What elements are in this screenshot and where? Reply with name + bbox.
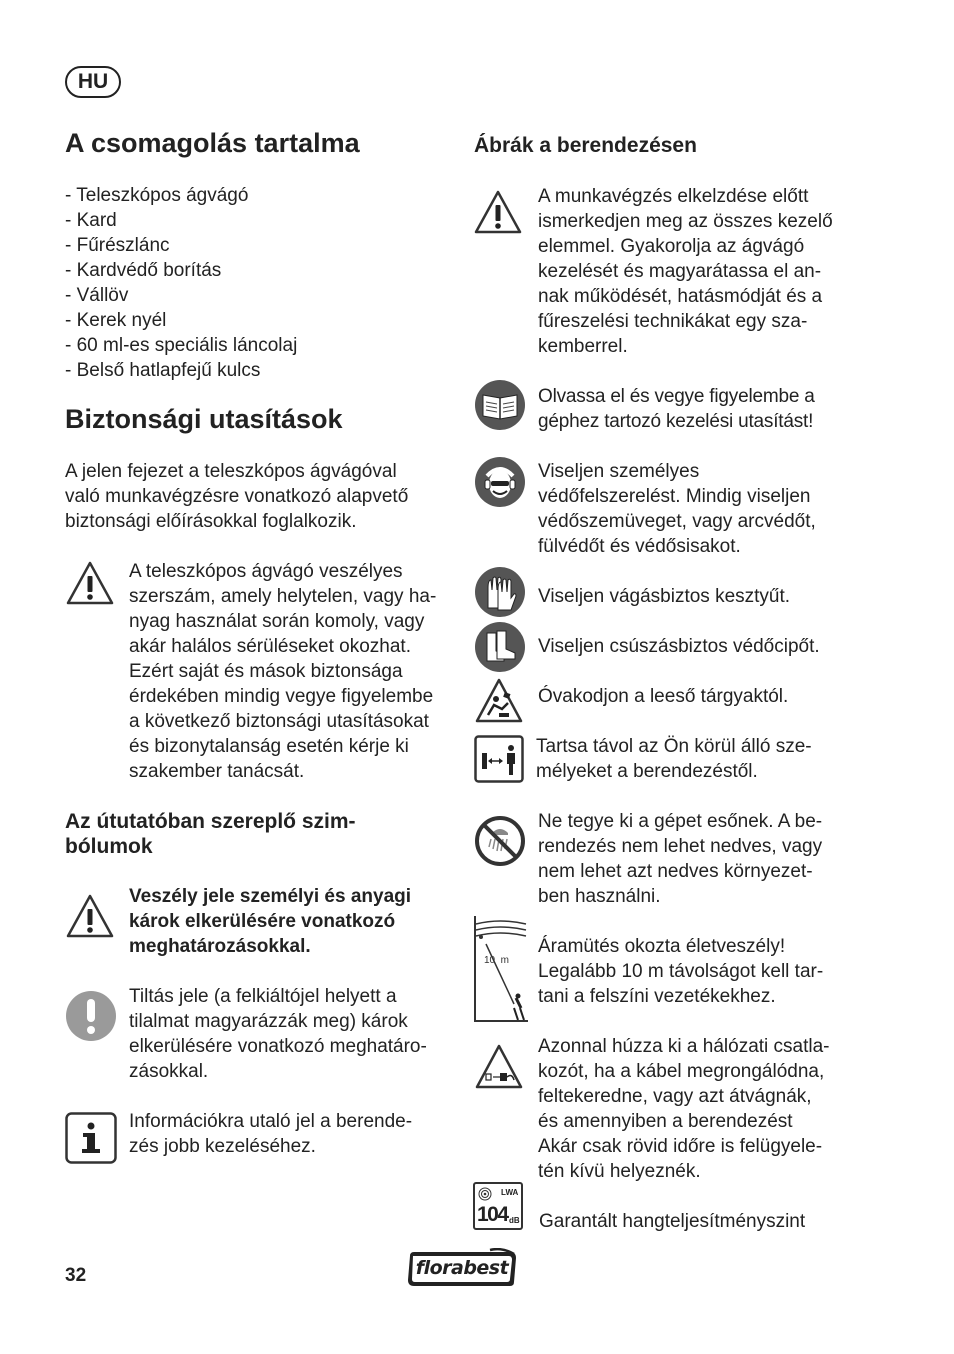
instruction-item [538, 1034, 830, 1184]
heading-line: Az útutatóban szereplő szim- [65, 810, 356, 833]
text-line: Viseljen személyes [538, 461, 700, 482]
text-line: érdekében mindig vegye figyelembe [129, 686, 434, 707]
text-line: meghatározásokkal. [129, 936, 311, 957]
text-line: tén kívü helyeznék. [538, 1161, 701, 1182]
right-heading: Ábrák a berendezésen [474, 134, 697, 157]
gloves-icon [474, 566, 526, 618]
language-badge: HU [65, 66, 121, 98]
instruction-item [538, 934, 823, 1009]
text-line: tani a felszíni vezetékekhez. [538, 986, 776, 1007]
text-line: elemmel. Gyakorolja az ágvágó [538, 236, 805, 257]
keep-distance-icon [474, 735, 524, 783]
instruction-item [538, 809, 822, 909]
sound-level-icon [473, 1182, 523, 1230]
instruction-item [538, 584, 790, 609]
text-line: Óvakodjon a leeső tárgyaktól. [538, 686, 789, 707]
danger-text [129, 884, 411, 959]
warning-triangle-icon [474, 189, 522, 235]
text-line: A munkavégzés elkelzdése előtt [538, 186, 809, 207]
list-item: - Teleszkópos ágvágó [65, 185, 249, 206]
text-line: tilalmat magyarázzák meg) károk [129, 1011, 408, 1032]
text-line: zés jobb kezeléséhez. [129, 1136, 316, 1157]
text-line: Azonnal húzza ki a hálózati csatla- [538, 1036, 830, 1057]
text-line: szerszám, amely helytelen, vagy ha- [129, 586, 437, 607]
text-line: Legalább 10 m távolságot kell tar- [538, 961, 824, 982]
falling-objects-icon [474, 677, 524, 725]
text-line: nak működését, hatásmódját és a [538, 286, 823, 307]
instruction-item [538, 634, 820, 659]
text-line: kezelését és magyarátassa el an- [538, 261, 822, 282]
text-line: ismerkedjen meg az összes kezelő [538, 211, 833, 232]
list-item: - Fűrészlánc [65, 235, 170, 256]
danger-triangle-icon [66, 893, 114, 939]
instruction-item [538, 459, 816, 559]
prohibition-exclamation-icon [65, 990, 117, 1042]
list-item: - 60 ml-es speciális láncolaj [65, 335, 298, 356]
prohibition-text [129, 984, 427, 1084]
text-line: géphez tartozó kezelési utasítást! [538, 411, 814, 432]
text-line: zásokkal. [129, 1061, 209, 1082]
safety-intro [65, 459, 408, 534]
text-line: kemberrel. [538, 336, 628, 357]
text-line: nyag használat során komoly, vagy [129, 611, 425, 632]
text-line: elkerülésére vonatkozó meghatáro- [129, 1036, 427, 1057]
warning-triangle-icon [66, 560, 114, 606]
text-line: rendezés nem lehet nedves, vagy [538, 836, 823, 857]
safety-heading: Biztonsági utasítások [65, 404, 343, 434]
text-line: Tiltás jele (a felkiáltójel helyett a [129, 986, 397, 1007]
power-line-label: 10 m [484, 955, 510, 966]
text-line: károk elkerülésére vonatkozó [129, 911, 396, 932]
list-item: - Kardvédő borítás [65, 260, 222, 281]
text-line: szakember tanácsát. [129, 761, 305, 782]
heading-line: bólumok [65, 835, 153, 858]
text-line: Áramütés okozta életveszély! [538, 936, 786, 957]
unplug-warning-icon [474, 1043, 524, 1091]
text-line: Viseljen vágásbiztos kesztyűt. [538, 586, 791, 607]
boots-icon [474, 621, 526, 673]
warning-text [129, 559, 436, 784]
text-line: és amennyiben a berendezést [538, 1111, 793, 1132]
text-line: nem lehet azt nedves környezet- [538, 861, 813, 882]
text-line: Ezért saját és mások biztonsága [129, 661, 403, 682]
text-line: való munkavégzésre vonatkozó alapvető [65, 486, 409, 507]
sound-value: 104 [477, 1203, 508, 1226]
text-line: ben használni. [538, 886, 661, 907]
info-icon [65, 1112, 117, 1164]
text-line: biztonsági előírásokkal foglalkozik. [65, 511, 357, 532]
list-item: - Kerek nyél [65, 310, 167, 331]
sound-lwa-label: LWA [501, 1188, 519, 1197]
text-line: védőszemüveget, vagy arcvédőt, [538, 511, 816, 532]
text-line: Tartsa távol az Ön körül álló sze- [536, 736, 812, 757]
text-line: a következő biztonsági utasításokat [129, 711, 429, 732]
text-line: Ne tegye ki a gépet esőnek. A be- [538, 811, 823, 832]
brand-logo [406, 1248, 518, 1288]
text-line: kozót, ha a kábel megrongálódna, [538, 1061, 825, 1082]
text-line: fülvédőt és védősisakot. [538, 536, 741, 557]
text-line: fűreszelési technikákat egy sza- [538, 311, 808, 332]
instruction-item [536, 734, 812, 784]
page-number: 32 [65, 1265, 87, 1286]
text-line: Akár csak rövid időre is felügyele- [538, 1136, 823, 1157]
instruction-item [538, 684, 788, 709]
text-line: Garantált hangteljesítményszint [539, 1211, 806, 1232]
instruction-item [538, 184, 833, 359]
text-line: és bizonytalanság esetén kérje ki [129, 736, 409, 757]
head-protection-icon [474, 456, 526, 508]
power-line-distance-icon [474, 916, 528, 1022]
logo-text: florabest [415, 1257, 509, 1279]
text-line: akár halálos sérüléseket okozhat. [129, 636, 411, 657]
info-text [129, 1109, 412, 1159]
text-line: A teleszkópos ágvágó veszélyes [129, 561, 403, 582]
list-item: - Vállöv [65, 285, 129, 306]
package-list [65, 183, 297, 383]
text-line: Információkra utaló jel a berende- [129, 1111, 413, 1132]
list-item: - Kard [65, 210, 117, 231]
instruction-item [539, 1209, 805, 1234]
manual-book-icon [474, 379, 526, 431]
text-line: A jelen fejezet a teleszkópos ágvágóval [65, 461, 397, 482]
text-line: Veszély jele személyi és anyagi [129, 886, 412, 907]
text-line: védőfelszerelést. Mindig viseljen [538, 486, 811, 507]
instruction-item [538, 384, 815, 434]
list-item: - Belső hatlapfejű kulcs [65, 360, 261, 381]
symbols-heading [65, 809, 356, 859]
package-heading: A csomagolás tartalma [65, 128, 360, 158]
text-line: mélyeket a berendezéstől. [536, 761, 758, 782]
sound-unit: dB [509, 1216, 520, 1225]
text-line: feltekeredne, vagy azt átvágnák, [538, 1086, 812, 1107]
text-line: Viseljen csúszásbiztos védőcipőt. [538, 636, 820, 657]
no-rain-icon [474, 815, 526, 867]
text-line: Olvassa el és vegye figyelembe a [538, 386, 815, 407]
